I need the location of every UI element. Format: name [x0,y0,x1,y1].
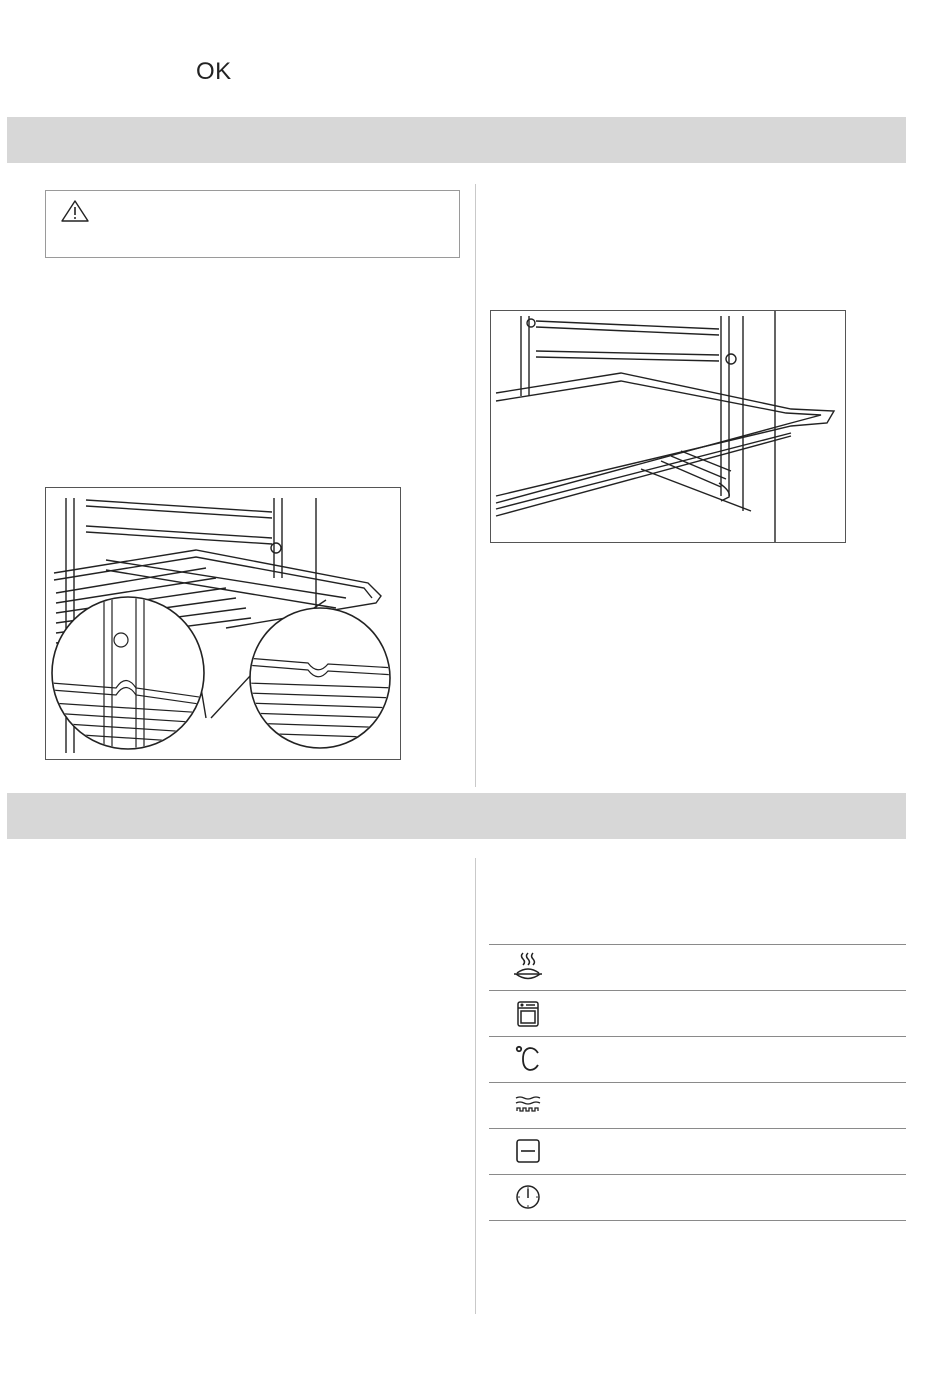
symbol-row [489,991,906,1037]
ok-label: OK [196,58,232,85]
symbol-row [489,1175,906,1221]
section-header-1 [7,117,906,163]
section-header-2 [7,793,906,839]
warning-box [45,190,460,258]
celsius-icon [511,1043,545,1075]
baking-tray-illustration [490,310,846,543]
clock-icon [511,1181,545,1213]
wire-shelf-illustration [45,487,401,760]
column-divider [475,858,476,1314]
heating-element-icon [511,1089,545,1121]
wire-shelf-drawing [46,488,401,760]
column-divider [475,184,476,787]
oven-display-icon [511,997,545,1029]
symbol-row [489,1129,906,1175]
baking-tray-drawing [491,311,846,543]
symbol-row [489,945,906,991]
symbol-row [489,1037,906,1083]
minus-box-icon [511,1135,545,1167]
steam-dish-icon [511,951,545,983]
symbol-table [489,944,906,1221]
symbol-row [489,1083,906,1129]
warning-triangle-icon [60,199,90,223]
